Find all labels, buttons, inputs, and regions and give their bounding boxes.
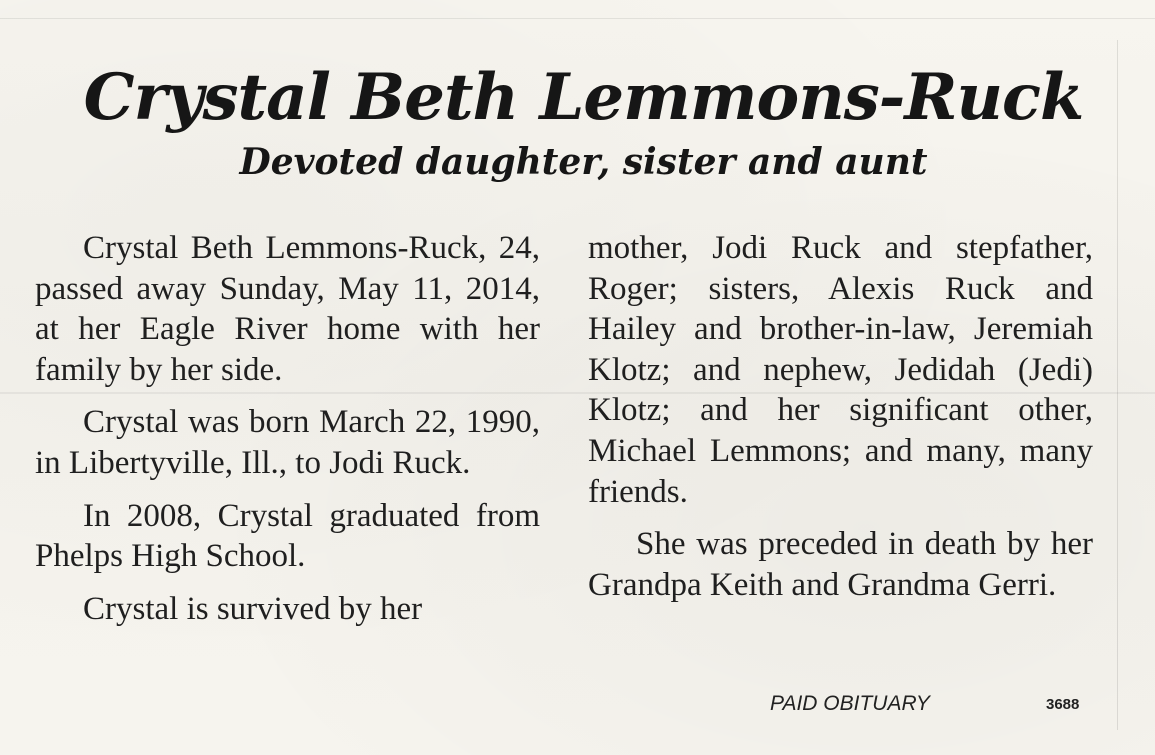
paragraph-death-notice: Crystal Beth Lemmons-Ruck, 24, passed away Sunday, May 11, 2014, at her Eagle River home with her family by her side.: [35, 230, 540, 388]
paragraph-birth: Crystal was born March 22, 1990, in Libertyville, Ill., to Jodi Ruck.: [35, 404, 540, 481]
paragraph-education: In 2008, Crystal graduated from Phelps High School.: [35, 497, 540, 575]
right-text-column: [588, 228, 1093, 605]
paragraph-survivors-continued: mother, Jodi Ruck and stepfather, Roger; sisters, Alexis Ruck and Hailey and brother-in-law, Jeremiah Klotz; and nephew, Jedidah (Jedi) Klotz; and her significant other, Michael Lemmons; and many, many friends.: [588, 230, 1093, 510]
obituary-tagline: Devoted daughter, sister and aunt: [239, 141, 928, 183]
ad-reference-number: 3688: [1046, 696, 1080, 713]
obituary-name-heading: Crystal Beth Lemmons-Ruck: [83, 60, 1084, 135]
paragraph-preceded-in-death: She was preceded in death by her Grandpa Keith and Grandma Gerri.: [588, 526, 1093, 603]
paid-obituary-label: PAID OBITUARY: [770, 692, 930, 715]
paragraph-survivors-start: Crystal is survived by her: [83, 590, 423, 627]
left-text-column: [35, 228, 540, 629]
paper-edge-top: [0, 18, 1155, 19]
